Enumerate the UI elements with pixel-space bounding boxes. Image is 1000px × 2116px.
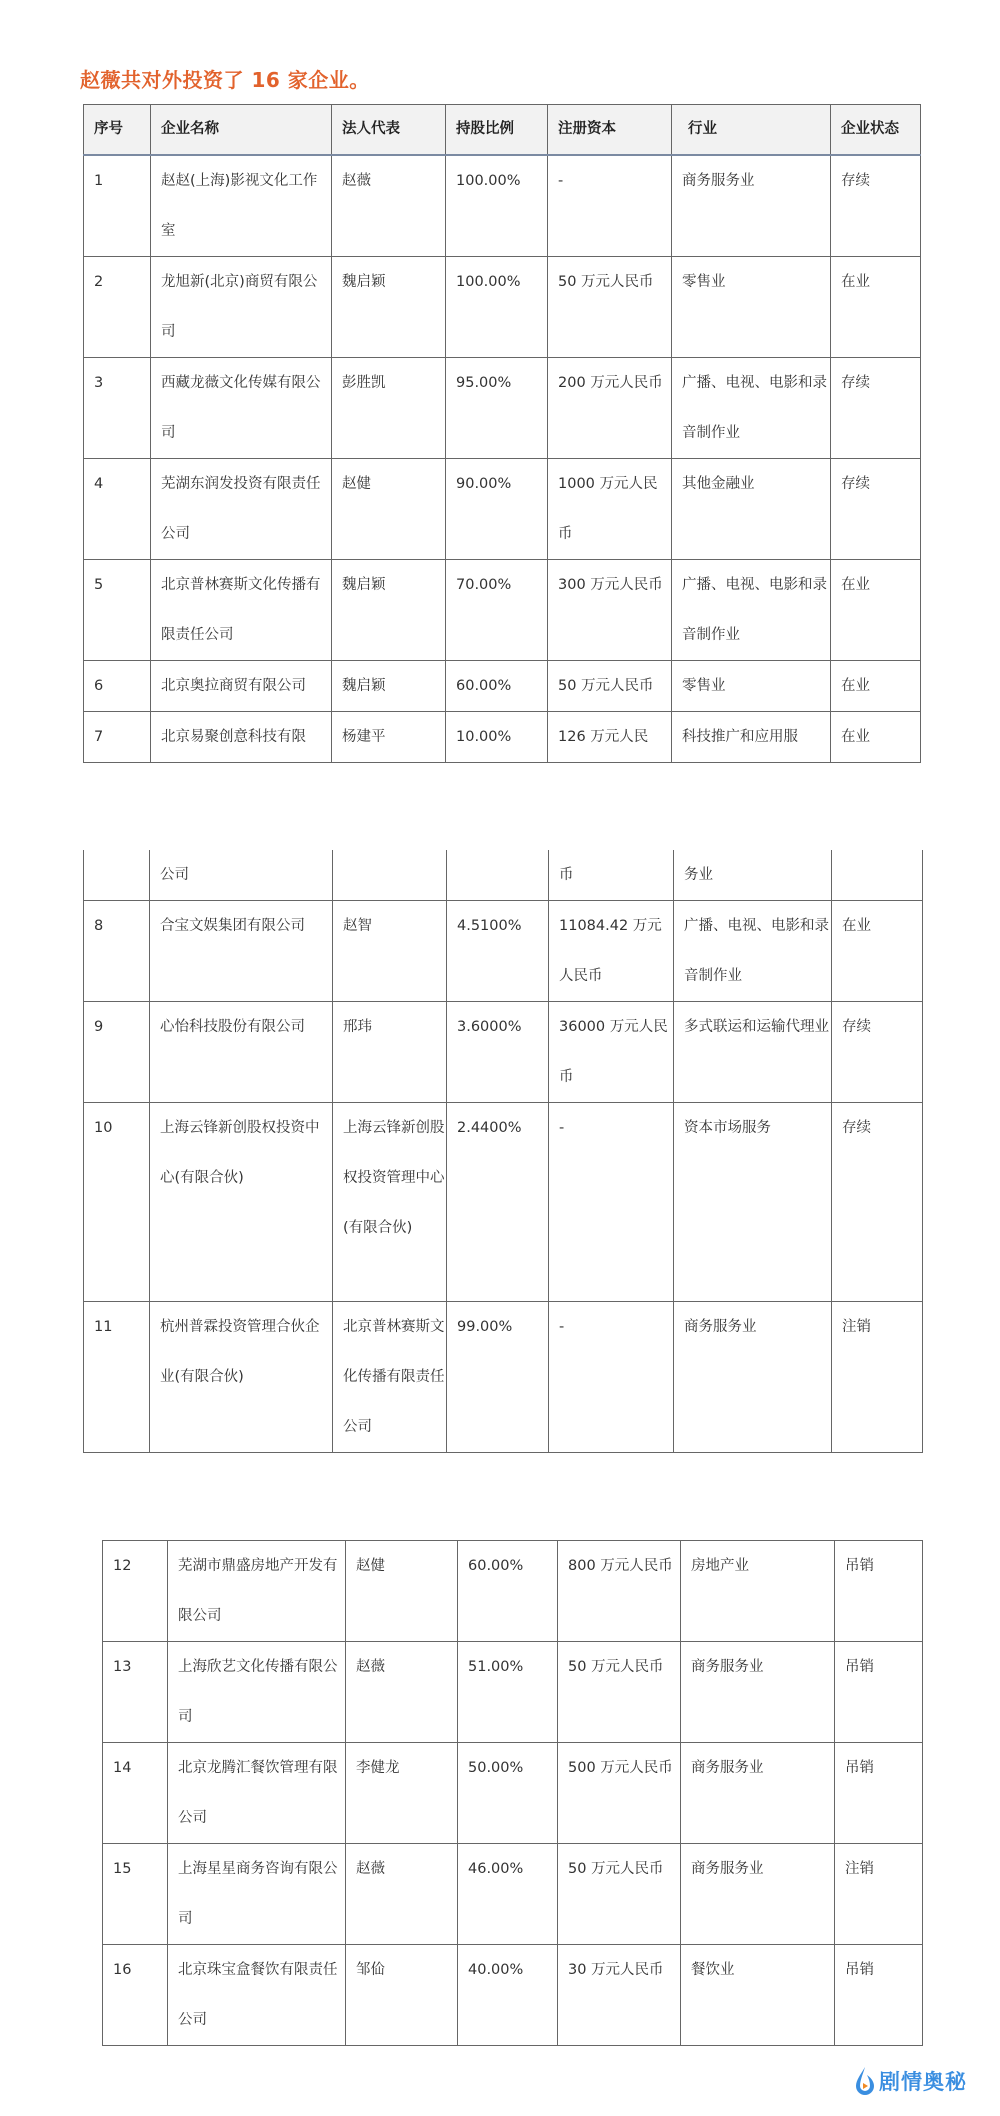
cell-status: 在业 xyxy=(831,661,921,712)
cell-name: 北京珠宝盒餐饮有限责任公司 xyxy=(168,1945,346,2046)
cell-capital: 1000 万元人民币 xyxy=(548,459,672,560)
cell-industry: 商务服务业 xyxy=(674,1302,832,1453)
cell-no: 13 xyxy=(103,1642,168,1743)
table-row xyxy=(84,358,921,459)
cell-no: 12 xyxy=(103,1541,168,1642)
cell-capital: 300 万元人民币 xyxy=(548,560,672,661)
cell-industry: 房地产业 xyxy=(681,1541,835,1642)
cell-status: 吊销 xyxy=(835,1642,923,1743)
investment-table-part-1 xyxy=(83,104,921,763)
cell-industry: 餐饮业 xyxy=(681,1945,835,2046)
cell-rep: 彭胜凯 xyxy=(332,358,446,459)
table-header-row xyxy=(84,105,921,156)
cell-name: 龙旭新(北京)商贸有限公司 xyxy=(151,257,332,358)
cell-status: 存续 xyxy=(831,358,921,459)
cell-name: 上海星星商务咨询有限公司 xyxy=(168,1844,346,1945)
cell-capital: 50 万元人民币 xyxy=(558,1844,681,1945)
cell-rep: 魏启颖 xyxy=(332,257,446,358)
cell-no: 1 xyxy=(84,155,151,257)
cell-capital: 11084.42 万元人民币 xyxy=(549,901,674,1002)
cell-industry: 多式联运和运输代理业 xyxy=(674,1002,832,1103)
cell-no: 8 xyxy=(84,901,150,1002)
cell-industry: 商务服务业 xyxy=(672,155,831,257)
cell-capital: - xyxy=(549,1302,674,1453)
cell-no: 4 xyxy=(84,459,151,560)
cell-rep xyxy=(333,850,447,901)
cell-share: 60.00% xyxy=(458,1541,558,1642)
cell-name: 心怡科技股份有限公司 xyxy=(150,1002,333,1103)
cell-no: 5 xyxy=(84,560,151,661)
cell-share: 2.4400% xyxy=(447,1103,549,1302)
play-drop-logo-icon xyxy=(855,2066,875,2096)
cell-capital: 200 万元人民币 xyxy=(548,358,672,459)
investment-table-part-3 xyxy=(102,1540,923,2046)
cell-capital: 800 万元人民币 xyxy=(558,1541,681,1642)
cell-capital: 126 万元人民 xyxy=(548,712,672,763)
cell-industry: 零售业 xyxy=(672,257,831,358)
table-row xyxy=(103,1541,923,1642)
cell-rep: 上海云锋新创股权投资管理中心(有限合伙) xyxy=(333,1103,447,1302)
cell-share: 90.00% xyxy=(446,459,548,560)
cell-industry: 商务服务业 xyxy=(681,1642,835,1743)
cell-rep: 北京普林赛斯文化传播有限责任公司 xyxy=(333,1302,447,1453)
cell-status: 存续 xyxy=(831,459,921,560)
cell-share: 60.00% xyxy=(446,661,548,712)
table-row-continuation xyxy=(84,850,923,901)
table-row xyxy=(84,1002,923,1103)
cell-industry: 科技推广和应用服 xyxy=(672,712,831,763)
column-header: 序号 xyxy=(84,105,151,156)
cell-rep: 赵智 xyxy=(333,901,447,1002)
cell-no: 11 xyxy=(84,1302,150,1453)
cell-no: 7 xyxy=(84,712,151,763)
cell-share: 46.00% xyxy=(458,1844,558,1945)
cell-capital: 500 万元人民币 xyxy=(558,1743,681,1844)
cell-no xyxy=(84,850,150,901)
cell-rep: 魏启颖 xyxy=(332,560,446,661)
cell-share: 3.6000% xyxy=(447,1002,549,1103)
cell-industry: 广播、电视、电影和录音制作业 xyxy=(672,560,831,661)
cell-capital: - xyxy=(549,1103,674,1302)
cell-rep: 赵薇 xyxy=(346,1642,458,1743)
column-header: 企业状态 xyxy=(831,105,921,156)
column-header: 行业 xyxy=(672,105,831,156)
table-row xyxy=(84,155,921,257)
table-row xyxy=(103,1844,923,1945)
cell-status: 注销 xyxy=(835,1844,923,1945)
cell-capital: 50 万元人民币 xyxy=(548,661,672,712)
cell-industry: 其他金融业 xyxy=(672,459,831,560)
cell-no: 2 xyxy=(84,257,151,358)
cell-no: 9 xyxy=(84,1002,150,1103)
table-row xyxy=(103,1743,923,1844)
cell-no: 6 xyxy=(84,661,151,712)
table-row xyxy=(84,459,921,560)
column-header: 注册资本 xyxy=(548,105,672,156)
table-row xyxy=(84,257,921,358)
table-row xyxy=(103,1642,923,1743)
cell-rep: 赵健 xyxy=(346,1541,458,1642)
table-row xyxy=(84,1302,923,1453)
cell-industry: 务业 xyxy=(674,850,832,901)
cell-no: 15 xyxy=(103,1844,168,1945)
cell-rep: 邹佡 xyxy=(346,1945,458,2046)
watermark xyxy=(855,2066,967,2096)
cell-rep: 赵薇 xyxy=(332,155,446,257)
cell-share: 4.5100% xyxy=(447,901,549,1002)
table-row xyxy=(84,1103,923,1302)
cell-share: 100.00% xyxy=(446,155,548,257)
cell-status: 在业 xyxy=(832,901,923,1002)
cell-rep: 魏启颖 xyxy=(332,661,446,712)
cell-status: 吊销 xyxy=(835,1743,923,1844)
cell-industry: 零售业 xyxy=(672,661,831,712)
cell-status: 在业 xyxy=(831,560,921,661)
cell-industry: 资本市场服务 xyxy=(674,1103,832,1302)
column-header: 持股比例 xyxy=(446,105,548,156)
cell-no: 14 xyxy=(103,1743,168,1844)
cell-rep: 杨建平 xyxy=(332,712,446,763)
cell-status: 存续 xyxy=(831,155,921,257)
cell-status: 注销 xyxy=(832,1302,923,1453)
investment-table-part-2 xyxy=(83,850,923,1453)
table-row xyxy=(84,560,921,661)
cell-industry: 商务服务业 xyxy=(681,1844,835,1945)
cell-capital: 50 万元人民币 xyxy=(558,1642,681,1743)
cell-share: 70.00% xyxy=(446,560,548,661)
table-row xyxy=(84,661,921,712)
cell-share xyxy=(447,850,549,901)
cell-share: 100.00% xyxy=(446,257,548,358)
cell-share: 10.00% xyxy=(446,712,548,763)
cell-share: 99.00% xyxy=(447,1302,549,1453)
cell-capital: 30 万元人民币 xyxy=(558,1945,681,2046)
column-header: 企业名称 xyxy=(151,105,332,156)
cell-name: 西藏龙薇文化传媒有限公司 xyxy=(151,358,332,459)
cell-capital: 币 xyxy=(549,850,674,901)
cell-share: 40.00% xyxy=(458,1945,558,2046)
cell-name: 上海云锋新创股权投资中心(有限合伙) xyxy=(150,1103,333,1302)
cell-industry: 商务服务业 xyxy=(681,1743,835,1844)
cell-name: 北京易聚创意科技有限 xyxy=(151,712,332,763)
cell-no: 3 xyxy=(84,358,151,459)
cell-name: 杭州普霖投资管理合伙企业(有限合伙) xyxy=(150,1302,333,1453)
cell-rep: 赵薇 xyxy=(346,1844,458,1945)
cell-status: 存续 xyxy=(832,1002,923,1103)
cell-name: 上海欣艺文化传播有限公司 xyxy=(168,1642,346,1743)
cell-no: 16 xyxy=(103,1945,168,2046)
cell-share: 51.00% xyxy=(458,1642,558,1743)
cell-capital: - xyxy=(548,155,672,257)
cell-status: 在业 xyxy=(831,712,921,763)
cell-name: 合宝文娱集团有限公司 xyxy=(150,901,333,1002)
cell-capital: 50 万元人民币 xyxy=(548,257,672,358)
cell-rep: 赵健 xyxy=(332,459,446,560)
cell-status: 存续 xyxy=(832,1103,923,1302)
cell-industry: 广播、电视、电影和录音制作业 xyxy=(672,358,831,459)
cell-name: 芜湖市鼎盛房地产开发有限公司 xyxy=(168,1541,346,1642)
table-row xyxy=(103,1945,923,2046)
cell-name: 北京龙腾汇餐饮管理有限公司 xyxy=(168,1743,346,1844)
cell-status: 吊销 xyxy=(835,1945,923,2046)
cell-share: 50.00% xyxy=(458,1743,558,1844)
cell-industry: 广播、电视、电影和录音制作业 xyxy=(674,901,832,1002)
cell-capital: 36000 万元人民币 xyxy=(549,1002,674,1103)
table-row xyxy=(84,901,923,1002)
cell-name: 北京奥拉商贸有限公司 xyxy=(151,661,332,712)
column-header: 法人代表 xyxy=(332,105,446,156)
cell-status: 吊销 xyxy=(835,1541,923,1642)
cell-rep: 李健龙 xyxy=(346,1743,458,1844)
cell-name: 北京普林赛斯文化传播有限责任公司 xyxy=(151,560,332,661)
table-row xyxy=(84,712,921,763)
cell-name: 赵赵(上海)影视文化工作室 xyxy=(151,155,332,257)
cell-name: 公司 xyxy=(150,850,333,901)
cell-share: 95.00% xyxy=(446,358,548,459)
cell-rep: 邢玮 xyxy=(333,1002,447,1103)
cell-name: 芜湖东润发投资有限责任公司 xyxy=(151,459,332,560)
page-title: 赵薇共对外投资了 16 家企业。 xyxy=(80,68,370,92)
cell-status: 在业 xyxy=(831,257,921,358)
cell-status xyxy=(832,850,923,901)
watermark-text: 剧情奥秘 xyxy=(879,2070,967,2094)
cell-no: 10 xyxy=(84,1103,150,1302)
